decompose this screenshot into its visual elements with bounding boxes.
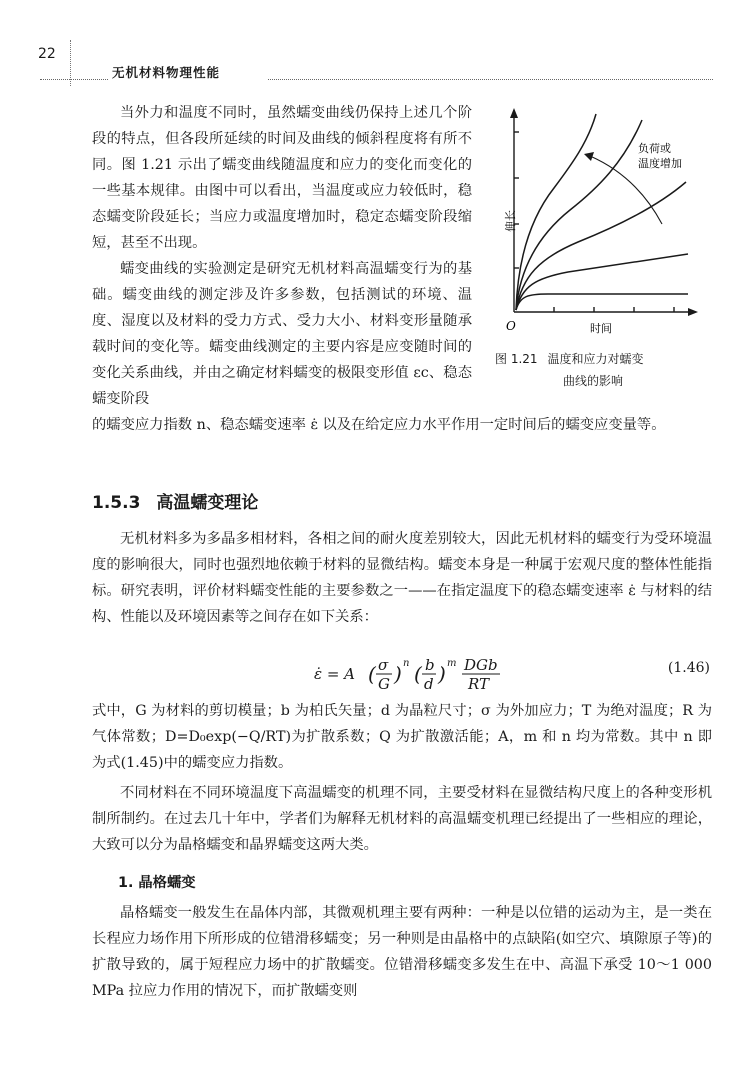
paragraph-mechanisms: 不同材料在不同环境温度下高温蠕变的机理不同，主要受材料在显微结构尺度上的各种变形机制所制约。在过去几十年中，学者们为解释无机材料的高温蠕变机理已经提出了一些相应的理论，大致可以分为晶格蠕变和晶界蠕变这两大类。 [92,785,712,853]
figure-caption-line2: 曲线的影响 [563,374,624,388]
svg-text:ε̇ = A: ε̇ = A [314,665,355,683]
svg-text:n: n [403,658,410,669]
running-header: 无机材料物理性能 [112,65,221,80]
origin-label: O [506,319,516,333]
paragraph-lattice-creep: 晶格蠕变一般发生在晶体内部，其微观机理主要有两种：一种是以位错的运动为主，是一类在长程应力场作用下所形成的位错滑移蠕变；另一种则是由晶格中的点缺陷(如空穴、填隙原子等)的扩散导致的，属于短程应力场中的扩散蠕变。位错滑移蠕变多发生在中、高温下承受 10～1 000 MPa 拉应力作用的情况下，而扩散蠕变则 [92,905,712,999]
creep-curve [516,294,688,310]
y-axis-arrow [510,108,518,118]
annotation-line1: 负荷或 [638,142,671,155]
creep-curve [516,120,642,310]
subsection-heading: 1. 晶格蠕变 [118,875,196,891]
x-axis-arrow [688,308,698,316]
paragraph-intro: 当外力和温度不同时，虽然蠕变曲线仍保持上述几个阶段的特点，但各段所延续的时间及曲线的倾斜程度将有所不同。图 1.21 示出了蠕变曲线随温度和应力的变化而变化的一些基本规律。由图中可以看出，当温度或应力较低时，稳态蠕变阶段延长；当应力或温度增加时，稳定态蠕变阶段缩短，甚至不出现。 [92,105,472,251]
svg-text:b: b [425,656,435,674]
paragraph-theory: 无机材料多为多晶多相材料，各相之间的耐火度差别较大，因此无机材料的蠕变行为受环境温度的影响很大，同时也强烈地依赖于材料的显微结构。蠕变本身是一种属于宏观尺度的整体性能指标。研究表明，评价材料蠕变性能的主要参数之一——在指定温度下的稳态蠕变速率 ε̇ 与材料的结构、性能以及环境因素等之间存在如下关系： [92,531,712,625]
section-number: 1.5.3 [92,493,141,513]
creep-curve [516,182,686,310]
section-heading [92,488,274,513]
svg-text:DGb: DGb [464,656,498,674]
figure-creep-curves [488,106,710,386]
paragraph-symbols: 式中，G 为材料的剪切模量；b 为柏氏矢量；d 为晶粒尺寸；σ 为外加应力；T 为绝对温度；R 为气体常数；D=D₀exp(−Q/RT)为扩散系数；Q 为扩散激活能；A，m 和 n 均为常数。其中 n 即为式(1.45)中的蠕变应力指数。 [92,703,712,771]
equation-formula [314,652,544,696]
annotation-line2: 温度增加 [638,157,682,170]
svg-text:(: ( [414,662,422,686]
paragraph-measurement-continued: 的蠕变应力指数 n、稳态蠕变速率 ε̇ 以及在给定应力水平作用一定时间后的蠕变应变量等。 [92,417,666,433]
figure-caption [495,348,705,392]
paragraph-measurement: 蠕变曲线的实验测定是研究无机材料高温蠕变行为的基础。蠕变曲线的测定涉及许多参数，包括测试的环境、温度、湿度以及材料的受力方式、受力大小、材料变形量随承载时间的变化等。蠕变曲线测定的主要内容是应变随时间的变化关系曲线，并由之确定材料蠕变的极限变形值 εc、稳态蠕变阶段 [92,261,472,407]
svg-text:σ: σ [378,656,389,674]
figure-caption-line1: 温度和应力对蠕变 [547,352,644,366]
svg-text:d: d [424,675,434,693]
equation-number: (1.46) [667,660,710,676]
section-title: 高温蠕变理论 [156,493,259,513]
y-axis-label: 伸长 [504,210,517,232]
svg-text:(: ( [368,662,376,686]
svg-text:m: m [447,658,457,669]
x-axis-label: 时间 [590,322,612,335]
page-number: 22 [38,46,56,62]
header-rule [268,79,713,80]
creep-curve [516,114,596,310]
svg-text:): ) [394,662,402,686]
svg-text:G: G [378,675,390,693]
figure-caption-number: 图 1.21 [495,352,538,366]
svg-text:RT: RT [468,675,490,693]
header-rule [40,79,108,80]
equation-1-46 [92,650,712,692]
svg-text:): ) [438,662,446,686]
